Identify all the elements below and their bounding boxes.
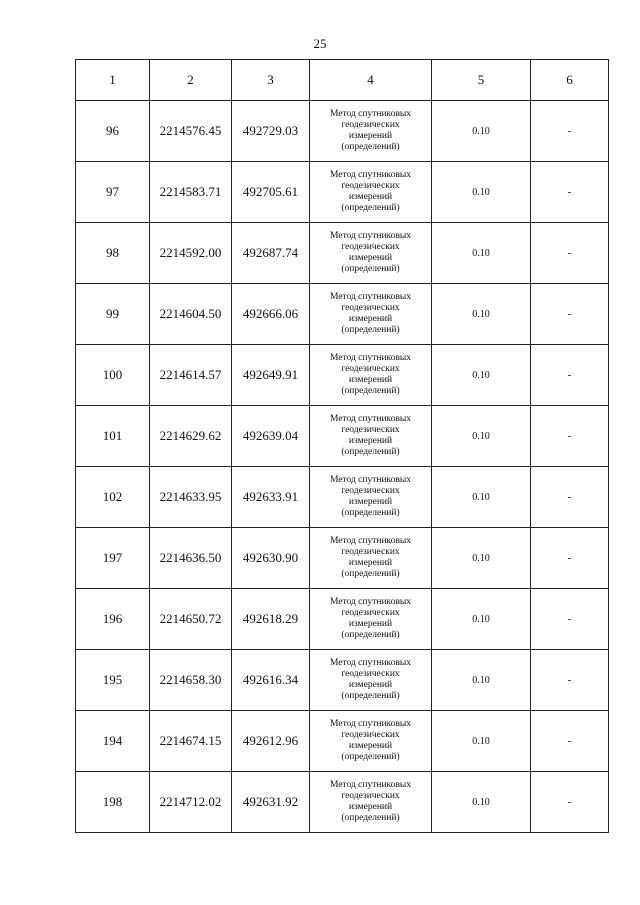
y-coordinate-cell: 492649.91 xyxy=(232,345,310,406)
y-coordinate-cell: 492616.34 xyxy=(232,650,310,711)
x-coordinate-cell: 2214576.45 xyxy=(150,101,232,162)
method-line: Метод спутниковых xyxy=(329,536,412,546)
y-coordinate-cell: 492666.06 xyxy=(232,284,310,345)
method-cell xyxy=(310,528,432,589)
table-row xyxy=(76,101,609,162)
coordinates-table xyxy=(75,59,609,833)
note-cell: - xyxy=(531,284,609,345)
x-coordinate-cell: 2214583.71 xyxy=(150,162,232,223)
method-line: (определений) xyxy=(341,752,400,762)
method-line: геодезических xyxy=(341,608,400,618)
table-row xyxy=(76,223,609,284)
header-col-1: 1 xyxy=(76,60,150,101)
method-line: измерений xyxy=(348,314,393,324)
method-line: измерений xyxy=(348,619,393,629)
x-coordinate-cell: 2214604.50 xyxy=(150,284,232,345)
method-cell xyxy=(310,711,432,772)
point-number-cell: 99 xyxy=(76,284,150,345)
table-row xyxy=(76,162,609,223)
method-line: геодезических xyxy=(341,120,400,130)
x-coordinate-cell: 2214592.00 xyxy=(150,223,232,284)
y-coordinate-cell: 492630.90 xyxy=(232,528,310,589)
y-coordinate-cell: 492631.92 xyxy=(232,772,310,833)
y-coordinate-cell: 492705.61 xyxy=(232,162,310,223)
header-col-5: 5 xyxy=(432,60,531,101)
point-number-cell: 101 xyxy=(76,406,150,467)
note-cell: - xyxy=(531,650,609,711)
header-col-4: 4 xyxy=(310,60,432,101)
method-line: геодезических xyxy=(341,547,400,557)
method-line: Метод спутниковых xyxy=(329,231,412,241)
accuracy-cell: 0.10 xyxy=(432,528,531,589)
method-line: измерений xyxy=(348,253,393,263)
method-line: Метод спутниковых xyxy=(329,353,412,363)
y-coordinate-cell: 492639.04 xyxy=(232,406,310,467)
note-cell: - xyxy=(531,223,609,284)
method-line: геодезических xyxy=(341,791,400,801)
note-cell: - xyxy=(531,589,609,650)
table-row xyxy=(76,589,609,650)
method-line: Метод спутниковых xyxy=(329,780,412,790)
y-coordinate-cell: 492687.74 xyxy=(232,223,310,284)
table-header xyxy=(76,60,609,101)
table-row xyxy=(76,406,609,467)
note-cell: - xyxy=(531,101,609,162)
method-line: измерений xyxy=(348,497,393,507)
accuracy-cell: 0.10 xyxy=(432,772,531,833)
method-line: (определений) xyxy=(341,264,400,274)
method-line: измерений xyxy=(348,192,393,202)
note-cell: - xyxy=(531,528,609,589)
method-line: геодезических xyxy=(341,486,400,496)
method-line: Метод спутниковых xyxy=(329,658,412,668)
method-line: (определений) xyxy=(341,508,400,518)
header-row xyxy=(76,60,609,101)
method-line: измерений xyxy=(348,436,393,446)
x-coordinate-cell: 2214712.02 xyxy=(150,772,232,833)
accuracy-cell: 0.10 xyxy=(432,162,531,223)
method-line: (определений) xyxy=(341,569,400,579)
table-row xyxy=(76,467,609,528)
method-line: (определений) xyxy=(341,142,400,152)
method-line: измерений xyxy=(348,802,393,812)
note-cell: - xyxy=(531,711,609,772)
method-line: геодезических xyxy=(341,425,400,435)
accuracy-cell: 0.10 xyxy=(432,223,531,284)
point-number-cell: 100 xyxy=(76,345,150,406)
method-line: Метод спутниковых xyxy=(329,414,412,424)
method-line: Метод спутниковых xyxy=(329,109,412,119)
method-line: геодезических xyxy=(341,364,400,374)
accuracy-cell: 0.10 xyxy=(432,650,531,711)
accuracy-cell: 0.10 xyxy=(432,284,531,345)
point-number-cell: 102 xyxy=(76,467,150,528)
method-cell xyxy=(310,101,432,162)
point-number-cell: 96 xyxy=(76,101,150,162)
header-col-2: 2 xyxy=(150,60,232,101)
table-row xyxy=(76,345,609,406)
method-cell xyxy=(310,467,432,528)
method-line: измерений xyxy=(348,680,393,690)
point-number-cell: 196 xyxy=(76,589,150,650)
x-coordinate-cell: 2214636.50 xyxy=(150,528,232,589)
accuracy-cell: 0.10 xyxy=(432,345,531,406)
table-body xyxy=(76,101,609,833)
method-line: Метод спутниковых xyxy=(329,170,412,180)
x-coordinate-cell: 2214629.62 xyxy=(150,406,232,467)
note-cell: - xyxy=(531,772,609,833)
method-line: измерений xyxy=(348,131,393,141)
method-line: Метод спутниковых xyxy=(329,597,412,607)
method-line: (определений) xyxy=(341,630,400,640)
method-line: (определений) xyxy=(341,691,400,701)
page-number: 25 xyxy=(313,36,327,51)
point-number-cell: 198 xyxy=(76,772,150,833)
note-cell: - xyxy=(531,406,609,467)
method-cell xyxy=(310,406,432,467)
header-col-6: 6 xyxy=(531,60,609,101)
point-number-cell: 97 xyxy=(76,162,150,223)
method-line: геодезических xyxy=(341,303,400,313)
x-coordinate-cell: 2214650.72 xyxy=(150,589,232,650)
method-cell xyxy=(310,772,432,833)
method-cell xyxy=(310,589,432,650)
method-line: измерений xyxy=(348,375,393,385)
note-cell: - xyxy=(531,345,609,406)
method-cell xyxy=(310,345,432,406)
method-line: Метод спутниковых xyxy=(329,475,412,485)
method-line: геодезических xyxy=(341,181,400,191)
method-line: геодезических xyxy=(341,730,400,740)
y-coordinate-cell: 492618.29 xyxy=(232,589,310,650)
point-number-cell: 197 xyxy=(76,528,150,589)
method-cell xyxy=(310,223,432,284)
method-line: (определений) xyxy=(341,386,400,396)
x-coordinate-cell: 2214633.95 xyxy=(150,467,232,528)
x-coordinate-cell: 2214658.30 xyxy=(150,650,232,711)
y-coordinate-cell: 492633.91 xyxy=(232,467,310,528)
method-cell xyxy=(310,162,432,223)
table-row xyxy=(76,772,609,833)
method-cell xyxy=(310,650,432,711)
method-line: (определений) xyxy=(341,813,400,823)
note-cell: - xyxy=(531,467,609,528)
method-line: геодезических xyxy=(341,669,400,679)
method-line: (определений) xyxy=(341,325,400,335)
table-row xyxy=(76,711,609,772)
accuracy-cell: 0.10 xyxy=(432,467,531,528)
y-coordinate-cell: 492729.03 xyxy=(232,101,310,162)
x-coordinate-cell: 2214614.57 xyxy=(150,345,232,406)
method-line: Метод спутниковых xyxy=(329,292,412,302)
accuracy-cell: 0.10 xyxy=(432,711,531,772)
table-row xyxy=(76,528,609,589)
header-col-3: 3 xyxy=(232,60,310,101)
note-cell: - xyxy=(531,162,609,223)
point-number-cell: 194 xyxy=(76,711,150,772)
y-coordinate-cell: 492612.96 xyxy=(232,711,310,772)
method-line: Метод спутниковых xyxy=(329,719,412,729)
method-line: (определений) xyxy=(341,447,400,457)
point-number-cell: 98 xyxy=(76,223,150,284)
accuracy-cell: 0.10 xyxy=(432,406,531,467)
table-row xyxy=(76,650,609,711)
method-cell xyxy=(310,284,432,345)
accuracy-cell: 0.10 xyxy=(432,589,531,650)
method-line: измерений xyxy=(348,741,393,751)
table-row xyxy=(76,284,609,345)
accuracy-cell: 0.10 xyxy=(432,101,531,162)
point-number-cell: 195 xyxy=(76,650,150,711)
method-line: измерений xyxy=(348,558,393,568)
method-line: (определений) xyxy=(341,203,400,213)
x-coordinate-cell: 2214674.15 xyxy=(150,711,232,772)
method-line: геодезических xyxy=(341,242,400,252)
